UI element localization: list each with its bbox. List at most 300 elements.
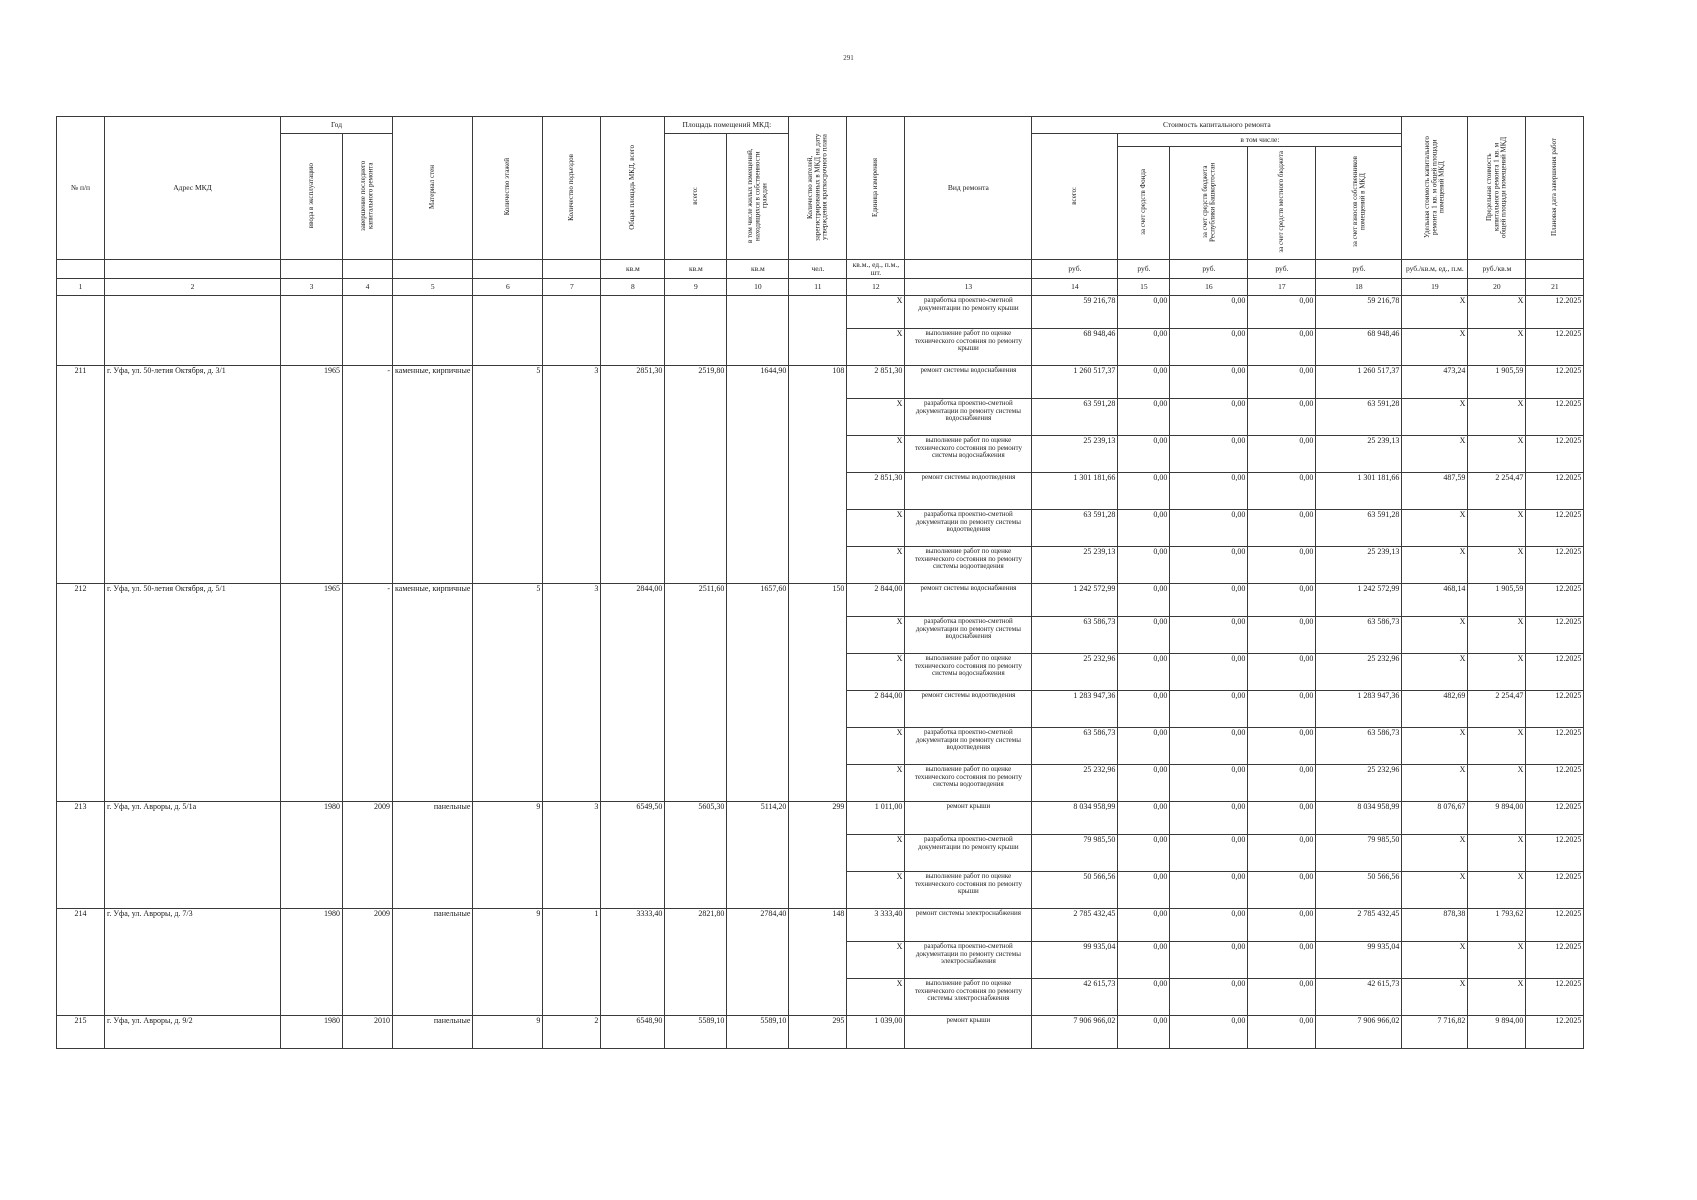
- unit-cost: 878,38: [1402, 909, 1468, 942]
- cost-republic: 0,00: [1170, 1016, 1248, 1049]
- header-unit-cost: Удельная стоимость капитального ремонта 1 кв. м общей площади помещений МКД: [1422, 136, 1446, 238]
- unit-cell: [473, 260, 543, 279]
- cost-total: 8 034 958,99: [1032, 802, 1118, 835]
- cost-local: 0,00: [1248, 329, 1316, 366]
- cost-local: 0,00: [1248, 547, 1316, 584]
- unit-cost: 487,59: [1402, 473, 1468, 510]
- cost-owners: 1 283 947,36: [1316, 691, 1402, 728]
- premises-residential: [727, 296, 789, 366]
- cost-republic: 0,00: [1170, 436, 1248, 473]
- year-commission: 1965: [281, 366, 343, 584]
- unit-cost: X: [1402, 728, 1468, 765]
- unit-cell: руб.: [1170, 260, 1248, 279]
- cost-owners: 63 586,73: [1316, 728, 1402, 765]
- premises-total: 5589,10: [665, 1016, 727, 1049]
- cost-total: 2 785 432,45: [1032, 909, 1118, 942]
- column-number-cell: 19: [1402, 279, 1468, 296]
- unit-cost: 7 716,82: [1402, 1016, 1468, 1049]
- deadline: 12.2025: [1526, 547, 1584, 584]
- work-type: выполнение работ по оценке технического состояния по ремонту крыши: [905, 329, 1032, 366]
- cost-republic: 0,00: [1170, 728, 1248, 765]
- limit-cost: X: [1468, 654, 1526, 691]
- cost-total: 1 260 517,37: [1032, 366, 1118, 399]
- cost-owners: 1 242 572,99: [1316, 584, 1402, 617]
- building-address: г. Уфа, ул. 50-летия Октября, д. 5/1: [105, 584, 281, 802]
- limit-cost: X: [1468, 547, 1526, 584]
- cost-owners: 2 785 432,45: [1316, 909, 1402, 942]
- cost-republic: 0,00: [1170, 510, 1248, 547]
- header-year-last-repair: завершение последнего капитального ремонта: [359, 160, 375, 231]
- unit-cell: руб./кв.м, ед., п.м.: [1402, 260, 1468, 279]
- work-type: разработка проектно-сметной документации по ремонту системы водоснабжения: [905, 617, 1032, 654]
- unit-value: 3 333,40: [847, 909, 905, 942]
- column-number-cell: 6: [473, 279, 543, 296]
- cost-fund: 0,00: [1118, 329, 1170, 366]
- deadline: 12.2025: [1526, 584, 1584, 617]
- premises-residential: 5114,20: [727, 802, 789, 909]
- deadline: 12.2025: [1526, 942, 1584, 979]
- cost-local: 0,00: [1248, 654, 1316, 691]
- unit-cost: X: [1402, 765, 1468, 802]
- header-num: № п/п: [57, 117, 105, 260]
- total-area: 2844,00: [601, 584, 665, 802]
- unit-cell: [905, 260, 1032, 279]
- column-number-cell: 7: [543, 279, 601, 296]
- cost-total: 50 566,56: [1032, 872, 1118, 909]
- entrances-count: 1: [543, 909, 601, 1016]
- building-number: 212: [57, 584, 105, 802]
- limit-cost: X: [1468, 329, 1526, 366]
- cost-local: 0,00: [1248, 872, 1316, 909]
- cost-local: 0,00: [1248, 728, 1316, 765]
- cost-owners: 63 591,28: [1316, 510, 1402, 547]
- unit-cell: кв.м: [601, 260, 665, 279]
- cost-fund: 0,00: [1118, 765, 1170, 802]
- header-premises-total: всего:: [691, 186, 700, 205]
- deadline: 12.2025: [1526, 654, 1584, 691]
- header-cost-fund: за счет средств Фонда: [1139, 169, 1148, 235]
- table-row: [57, 909, 1584, 942]
- unit-cost: X: [1402, 872, 1468, 909]
- building-number: [57, 296, 105, 366]
- cost-total: 25 239,13: [1032, 436, 1118, 473]
- cost-owners: 63 586,73: [1316, 617, 1402, 654]
- limit-cost: 2 254,47: [1468, 691, 1526, 728]
- cost-local: 0,00: [1248, 979, 1316, 1016]
- unit-cell: руб.: [1248, 260, 1316, 279]
- premises-total: 2511,60: [665, 584, 727, 802]
- deadline: 12.2025: [1526, 296, 1584, 329]
- cost-republic: 0,00: [1170, 547, 1248, 584]
- limit-cost: 1 905,59: [1468, 584, 1526, 617]
- cost-local: 0,00: [1248, 366, 1316, 399]
- unit-cell: кв.м: [727, 260, 789, 279]
- header-cost-owners: за счет взносов собственников помещений в МКД: [1350, 156, 1366, 248]
- limit-cost: X: [1468, 296, 1526, 329]
- work-type: ремонт системы водоотведения: [905, 473, 1032, 510]
- cost-total: 63 591,28: [1032, 510, 1118, 547]
- floors-count: [473, 296, 543, 366]
- entrances-count: 3: [543, 366, 601, 584]
- deadline: 12.2025: [1526, 1016, 1584, 1049]
- header-year-commission: ввода в эксплуатацию: [306, 162, 315, 229]
- header-address: Адрес МКД: [105, 117, 281, 260]
- unit-cost: 473,24: [1402, 366, 1468, 399]
- capital-repair-table: [56, 116, 1584, 1049]
- header-cost-incl: в том числе:: [1118, 134, 1402, 147]
- header-cost-group: Стоимость капитального ремонта: [1032, 117, 1402, 134]
- limit-cost: 1 793,62: [1468, 909, 1526, 942]
- floors-count: 9: [473, 1016, 543, 1049]
- cost-total: 68 948,46: [1032, 329, 1118, 366]
- cost-total: 1 242 572,99: [1032, 584, 1118, 617]
- header-unit: Единица измерения: [871, 157, 880, 217]
- cost-local: 0,00: [1248, 1016, 1316, 1049]
- cost-republic: 0,00: [1170, 399, 1248, 436]
- cost-fund: 0,00: [1118, 617, 1170, 654]
- cost-local: 0,00: [1248, 510, 1316, 547]
- unit-value: 2 844,00: [847, 584, 905, 617]
- deadline: 12.2025: [1526, 728, 1584, 765]
- premises-total: 2821,80: [665, 909, 727, 1016]
- wall-material: [393, 296, 473, 366]
- year-last-repair: 2009: [343, 909, 393, 1016]
- unit-cost: X: [1402, 329, 1468, 366]
- unit-cost: X: [1402, 617, 1468, 654]
- work-type: выполнение работ по оценке технического состояния по ремонту системы водоснабжения: [905, 436, 1032, 473]
- premises-residential: 5589,10: [727, 1016, 789, 1049]
- work-type: ремонт системы электроснабжения: [905, 909, 1032, 942]
- building-address: г. Уфа, ул. Авроры, д. 7/3: [105, 909, 281, 1016]
- wall-material: панельные: [393, 909, 473, 1016]
- unit-cost: X: [1402, 979, 1468, 1016]
- table-row: [57, 584, 1584, 617]
- work-type: выполнение работ по оценке технического состояния по ремонту системы водоотведения: [905, 547, 1032, 584]
- unit-cost: 8 076,67: [1402, 802, 1468, 835]
- cost-fund: 0,00: [1118, 979, 1170, 1016]
- cost-fund: 0,00: [1118, 296, 1170, 329]
- cost-total: 42 615,73: [1032, 979, 1118, 1016]
- limit-cost: X: [1468, 728, 1526, 765]
- cost-republic: 0,00: [1170, 617, 1248, 654]
- cost-local: 0,00: [1248, 909, 1316, 942]
- table-row: [57, 366, 1584, 399]
- work-type: ремонт системы водоотведения: [905, 691, 1032, 728]
- unit-cell: кв.м: [665, 260, 727, 279]
- building-address: г. Уфа, ул. Авроры, д. 9/2: [105, 1016, 281, 1049]
- premises-residential: 2784,40: [727, 909, 789, 1016]
- cost-republic: 0,00: [1170, 296, 1248, 329]
- building-address: [105, 296, 281, 366]
- deadline: 12.2025: [1526, 436, 1584, 473]
- limit-cost: X: [1468, 835, 1526, 872]
- year-last-repair: -: [343, 366, 393, 584]
- unit-cell: руб./кв.м: [1468, 260, 1526, 279]
- cost-total: 1 283 947,36: [1032, 691, 1118, 728]
- column-number-cell: 17: [1248, 279, 1316, 296]
- year-last-repair: 2010: [343, 1016, 393, 1049]
- cost-fund: 0,00: [1118, 691, 1170, 728]
- table-row: [57, 802, 1584, 835]
- limit-cost: X: [1468, 872, 1526, 909]
- unit-value: X: [847, 329, 905, 366]
- header-premises-group: Площадь помещений МКД:: [665, 117, 789, 134]
- unit-cost: X: [1402, 654, 1468, 691]
- cost-owners: 68 948,46: [1316, 329, 1402, 366]
- cost-republic: 0,00: [1170, 765, 1248, 802]
- deadline: 12.2025: [1526, 399, 1584, 436]
- cost-owners: 25 239,13: [1316, 547, 1402, 584]
- year-last-repair: -: [343, 584, 393, 802]
- column-number-cell: 14: [1032, 279, 1118, 296]
- column-number-cell: 21: [1526, 279, 1584, 296]
- cost-owners: 25 239,13: [1316, 436, 1402, 473]
- column-number-cell: 5: [393, 279, 473, 296]
- wall-material: каменные, кирпичные: [393, 366, 473, 584]
- limit-cost: 9 894,00: [1468, 802, 1526, 835]
- cost-local: 0,00: [1248, 399, 1316, 436]
- work-type: ремонт крыши: [905, 802, 1032, 835]
- total-area: 6549,50: [601, 802, 665, 909]
- limit-cost: X: [1468, 765, 1526, 802]
- residents-count: 108: [789, 366, 847, 584]
- unit-cell: руб.: [1118, 260, 1170, 279]
- header-wall-material: Материал стен: [428, 165, 437, 209]
- cost-local: 0,00: [1248, 473, 1316, 510]
- cost-total: 79 985,50: [1032, 835, 1118, 872]
- unit-cost: X: [1402, 547, 1468, 584]
- table-row: [57, 296, 1584, 329]
- unit-cell: [105, 260, 281, 279]
- cost-fund: 0,00: [1118, 436, 1170, 473]
- cost-fund: 0,00: [1118, 510, 1170, 547]
- premises-residential: 1644,90: [727, 366, 789, 584]
- building-number: 211: [57, 366, 105, 584]
- limit-cost: X: [1468, 399, 1526, 436]
- cost-fund: 0,00: [1118, 366, 1170, 399]
- unit-value: 1 039,00: [847, 1016, 905, 1049]
- cost-total: 63 591,28: [1032, 399, 1118, 436]
- header-residents: Количество жителей, зарегистрированных в МКД на дату утверждения краткосрочного плана: [805, 133, 829, 241]
- table-body: [57, 296, 1584, 1049]
- unit-cell: [343, 260, 393, 279]
- building-number: 215: [57, 1016, 105, 1049]
- unit-cell: [393, 260, 473, 279]
- header-total-area: Общая площадь МКД, всего: [628, 144, 637, 230]
- unit-cost: X: [1402, 835, 1468, 872]
- cost-fund: 0,00: [1118, 584, 1170, 617]
- deadline: 12.2025: [1526, 765, 1584, 802]
- work-type: ремонт крыши: [905, 1016, 1032, 1049]
- header-deadline: Плановая дата завершения работ: [1550, 137, 1559, 237]
- wall-material: панельные: [393, 1016, 473, 1049]
- column-number-cell: 18: [1316, 279, 1402, 296]
- work-type: разработка проектно-сметной документации по ремонту системы водоотведения: [905, 510, 1032, 547]
- column-number-cell: 13: [905, 279, 1032, 296]
- deadline: 12.2025: [1526, 802, 1584, 835]
- unit-value: X: [847, 728, 905, 765]
- work-type: выполнение работ по оценке технического состояния по ремонту системы электроснабжения: [905, 979, 1032, 1016]
- work-type: ремонт системы водоснабжения: [905, 366, 1032, 399]
- unit-cost: 482,69: [1402, 691, 1468, 728]
- cost-local: 0,00: [1248, 436, 1316, 473]
- floors-count: 5: [473, 584, 543, 802]
- column-number-cell: 15: [1118, 279, 1170, 296]
- year-commission: 1965: [281, 584, 343, 802]
- unit-value: X: [847, 436, 905, 473]
- cost-local: 0,00: [1248, 691, 1316, 728]
- unit-cost: X: [1402, 436, 1468, 473]
- cost-local: 0,00: [1248, 765, 1316, 802]
- cost-owners: 25 232,96: [1316, 654, 1402, 691]
- header-cost-total: всего:: [1070, 186, 1079, 205]
- cost-fund: 0,00: [1118, 728, 1170, 765]
- cost-republic: 0,00: [1170, 584, 1248, 617]
- cost-fund: 0,00: [1118, 872, 1170, 909]
- cost-republic: 0,00: [1170, 802, 1248, 835]
- unit-value: X: [847, 510, 905, 547]
- residents-count: 148: [789, 909, 847, 1016]
- unit-cell: руб.: [1316, 260, 1402, 279]
- cost-owners: 42 615,73: [1316, 979, 1402, 1016]
- building-address: г. Уфа, ул. 50-летия Октября, д. 3/1: [105, 366, 281, 584]
- unit-value: X: [847, 835, 905, 872]
- table-header: [57, 117, 1584, 296]
- deadline: 12.2025: [1526, 909, 1584, 942]
- year-last-repair: [343, 296, 393, 366]
- cost-total: 25 239,13: [1032, 547, 1118, 584]
- cost-fund: 0,00: [1118, 1016, 1170, 1049]
- cost-republic: 0,00: [1170, 473, 1248, 510]
- work-type: разработка проектно-сметной документации по ремонту системы водоснабжения: [905, 399, 1032, 436]
- cost-local: 0,00: [1248, 835, 1316, 872]
- unit-value: X: [847, 399, 905, 436]
- header-cost-republic: за счет средств бюджета Республики Башкортостан: [1200, 162, 1216, 242]
- cost-owners: 50 566,56: [1316, 872, 1402, 909]
- cost-fund: 0,00: [1118, 473, 1170, 510]
- limit-cost: X: [1468, 942, 1526, 979]
- cost-owners: 1 260 517,37: [1316, 366, 1402, 399]
- entrances-count: [543, 296, 601, 366]
- limit-cost: 2 254,47: [1468, 473, 1526, 510]
- year-commission: [281, 296, 343, 366]
- column-number-cell: 9: [665, 279, 727, 296]
- cost-total: 63 586,73: [1032, 728, 1118, 765]
- unit-value: X: [847, 296, 905, 329]
- entrances-count: 3: [543, 802, 601, 909]
- work-type: разработка проектно-сметной документации по ремонту крыши: [905, 296, 1032, 329]
- unit-value: X: [847, 654, 905, 691]
- deadline: 12.2025: [1526, 617, 1584, 654]
- cost-owners: 79 985,50: [1316, 835, 1402, 872]
- column-number-cell: 8: [601, 279, 665, 296]
- premises-total: 2519,80: [665, 366, 727, 584]
- cost-republic: 0,00: [1170, 329, 1248, 366]
- header-year-group: Год: [281, 117, 393, 134]
- total-area: 6548,90: [601, 1016, 665, 1049]
- deadline: 12.2025: [1526, 329, 1584, 366]
- year-commission: 1980: [281, 802, 343, 909]
- cost-fund: 0,00: [1118, 399, 1170, 436]
- cost-fund: 0,00: [1118, 942, 1170, 979]
- column-number-cell: 12: [847, 279, 905, 296]
- unit-cost: X: [1402, 399, 1468, 436]
- floors-count: 9: [473, 802, 543, 909]
- cost-total: 63 586,73: [1032, 617, 1118, 654]
- unit-cost: X: [1402, 510, 1468, 547]
- work-type: разработка проектно-сметной документации по ремонту системы водоотведения: [905, 728, 1032, 765]
- unit-cell: [57, 260, 105, 279]
- entrances-count: 3: [543, 584, 601, 802]
- deadline: 12.2025: [1526, 366, 1584, 399]
- cost-fund: 0,00: [1118, 909, 1170, 942]
- wall-material: каменные, кирпичные: [393, 584, 473, 802]
- limit-cost: X: [1468, 436, 1526, 473]
- unit-cell: [281, 260, 343, 279]
- cost-owners: 25 232,96: [1316, 765, 1402, 802]
- unit-value: X: [847, 765, 905, 802]
- header-limit-cost: Предельная стоимость капитального ремонта 1 кв. м общей площади помещений МКД: [1484, 136, 1508, 238]
- floors-count: 9: [473, 909, 543, 1016]
- cost-local: 0,00: [1248, 584, 1316, 617]
- premises-total: 5605,30: [665, 802, 727, 909]
- unit-cost: X: [1402, 296, 1468, 329]
- cost-owners: 99 935,04: [1316, 942, 1402, 979]
- unit-value: X: [847, 872, 905, 909]
- header-premises-residential: в том числе жилых помещений, находящихся в собственности граждан: [745, 148, 769, 243]
- cost-republic: 0,00: [1170, 835, 1248, 872]
- page-number: 291: [843, 54, 854, 62]
- limit-cost: X: [1468, 510, 1526, 547]
- cost-republic: 0,00: [1170, 654, 1248, 691]
- unit-cell: кв.м., ед., п.м., шт.: [847, 260, 905, 279]
- unit-cell: [543, 260, 601, 279]
- unit-value: 1 011,00: [847, 802, 905, 835]
- cost-total: 59 216,78: [1032, 296, 1118, 329]
- column-number-cell: 4: [343, 279, 393, 296]
- units-row: [57, 260, 1584, 279]
- table-row: [57, 1016, 1584, 1049]
- total-area: [601, 296, 665, 366]
- cost-fund: 0,00: [1118, 547, 1170, 584]
- unit-value: X: [847, 979, 905, 1016]
- cost-fund: 0,00: [1118, 802, 1170, 835]
- cost-local: 0,00: [1248, 617, 1316, 654]
- residents-count: 295: [789, 1016, 847, 1049]
- unit-value: 2 851,30: [847, 366, 905, 399]
- deadline: 12.2025: [1526, 979, 1584, 1016]
- floors-count: 5: [473, 366, 543, 584]
- unit-value: X: [847, 617, 905, 654]
- residents-count: [789, 296, 847, 366]
- cost-owners: 7 906 966,02: [1316, 1016, 1402, 1049]
- cost-local: 0,00: [1248, 942, 1316, 979]
- unit-cell: руб.: [1032, 260, 1118, 279]
- limit-cost: 9 894,00: [1468, 1016, 1526, 1049]
- premises-total: [665, 296, 727, 366]
- year-last-repair: 2009: [343, 802, 393, 909]
- limit-cost: 1 905,59: [1468, 366, 1526, 399]
- cost-fund: 0,00: [1118, 654, 1170, 691]
- building-number: 214: [57, 909, 105, 1016]
- cost-republic: 0,00: [1170, 872, 1248, 909]
- work-type: выполнение работ по оценке технического состояния по ремонту системы водоотведения: [905, 765, 1032, 802]
- header-work-type: Вид ремонта: [905, 117, 1032, 260]
- wall-material: панельные: [393, 802, 473, 909]
- work-type: разработка проектно-сметной документации по ремонту крыши: [905, 835, 1032, 872]
- work-type: выполнение работ по оценке технического состояния по ремонту крыши: [905, 872, 1032, 909]
- unit-value: X: [847, 942, 905, 979]
